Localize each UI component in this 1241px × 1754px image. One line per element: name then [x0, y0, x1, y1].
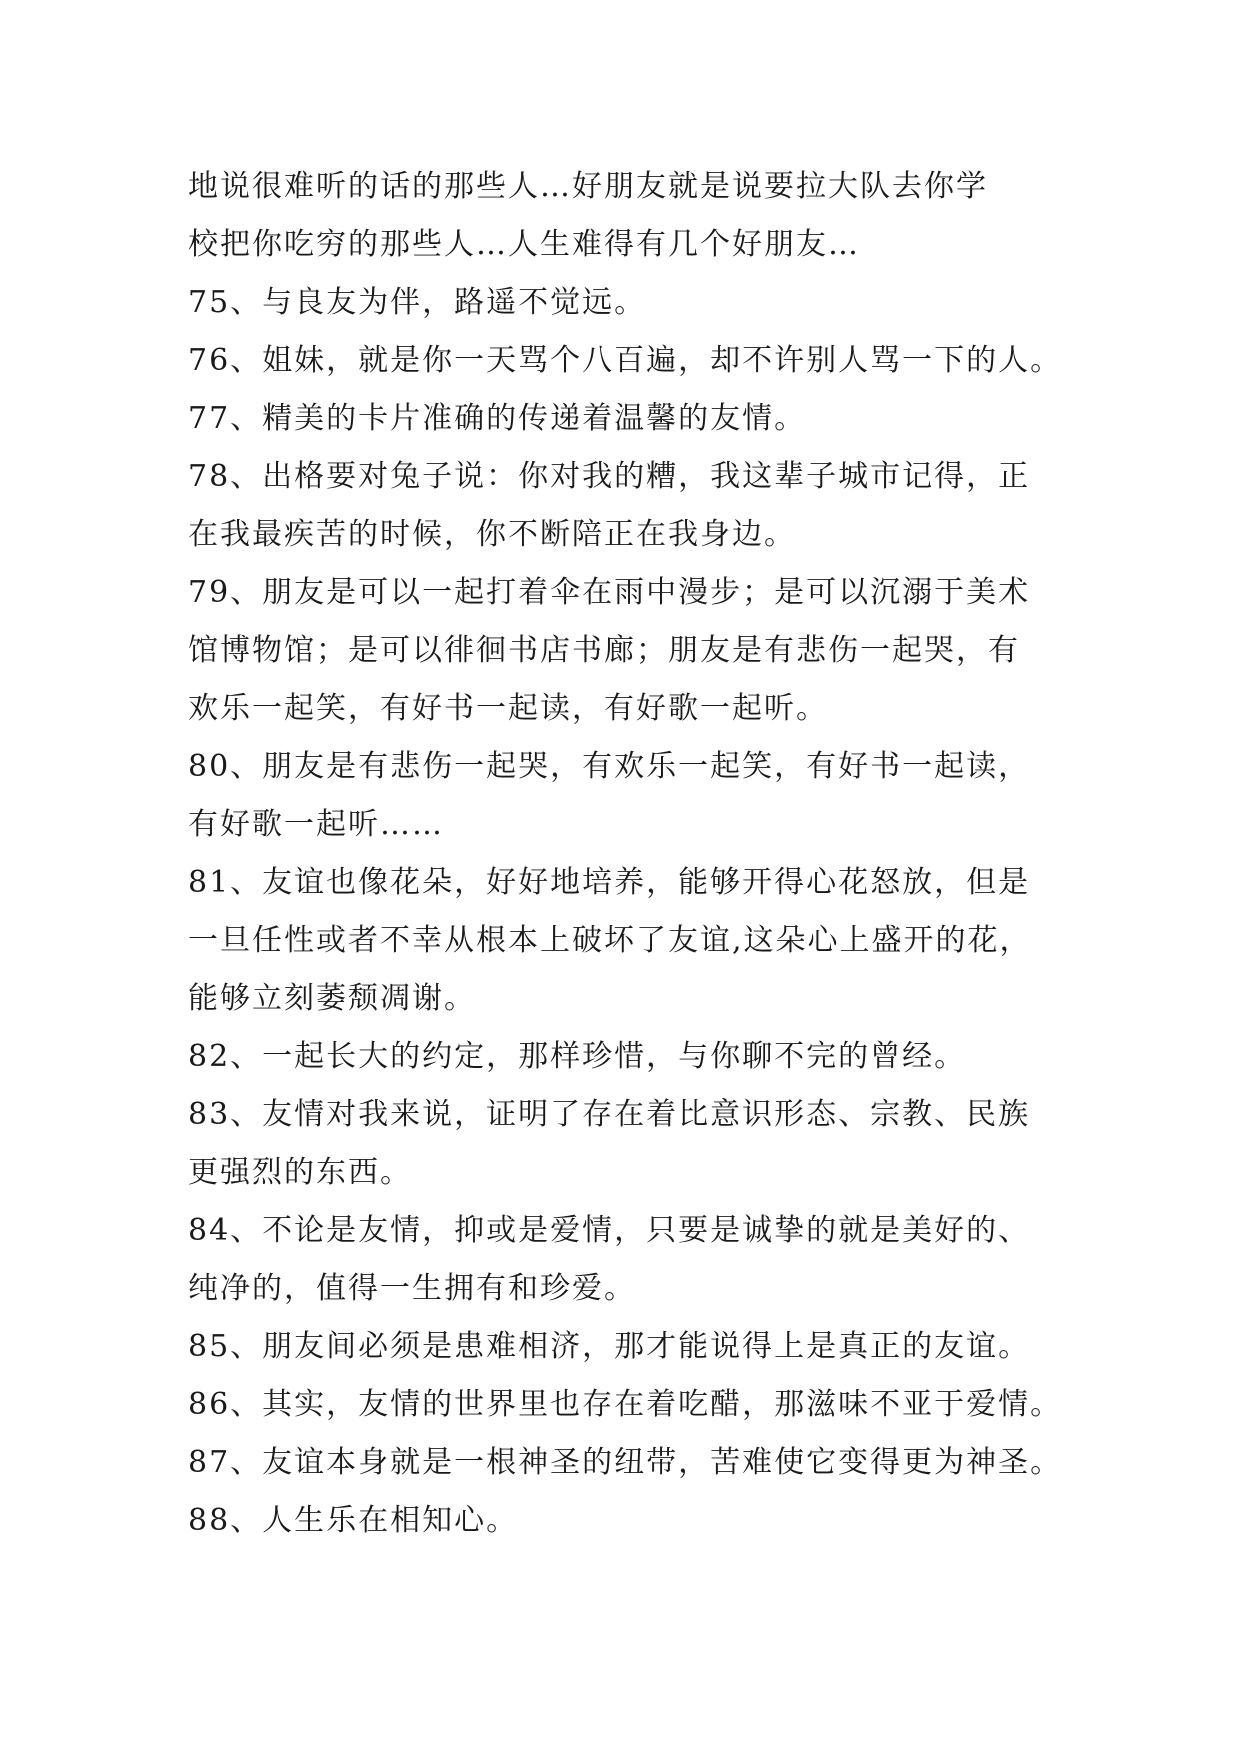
text-line: 80、朋友是有悲伤一起哭，有欢乐一起笑，有好书一起读， — [188, 749, 1031, 784]
text-line: 75、与良友为伴，路遥不觉远。 — [188, 285, 647, 320]
text-line: 76、姐妹，就是你一天骂个八百遍，却不许别人骂一下的人。 — [188, 343, 1063, 378]
text-line: 一旦任性或者不幸从根本上破坏了友谊,这朵心上盛开的花， — [188, 923, 1032, 958]
text-line: 在我最疾苦的时候，你不断陪正在我身边。 — [188, 517, 796, 552]
text-line: 78、出格要对兔子说：你对我的糟，我这辈子城市记得，正 — [188, 459, 1031, 494]
document-body — [188, 158, 1068, 1550]
text-line: 能够立刻萎颓凋谢。 — [188, 981, 476, 1016]
text-line: 77、精美的卡片准确的传递着温馨的友情。 — [188, 401, 807, 436]
text-line: 更强烈的东西。 — [188, 1155, 412, 1190]
text-line: 84、不论是友情，抑或是爱情，只要是诚挚的就是美好的、 — [188, 1213, 1031, 1248]
text-line: 地说很难听的话的那些人…好朋友就是说要拉大队去你学 — [188, 169, 988, 204]
text-line: 81、友谊也像花朵，好好地培养，能够开得心花怒放，但是 — [188, 865, 1031, 900]
text-line: 馆博物馆；是可以徘徊书店书廊；朋友是有悲伤一起哭，有 — [188, 633, 1020, 668]
text-line: 87、友谊本身就是一根神圣的纽带，苦难使它变得更为神圣。 — [188, 1445, 1063, 1480]
text-line: 82、一起长大的约定，那样珍惜，与你聊不完的曾经。 — [188, 1039, 967, 1074]
text-line: 欢乐一起笑，有好书一起读，有好歌一起听。 — [188, 691, 828, 726]
text-line: 85、朋友间必须是患难相济，那才能说得上是真正的友谊。 — [188, 1329, 1031, 1364]
text-line: 79、朋友是可以一起打着伞在雨中漫步；是可以沉溺于美术 — [188, 575, 1031, 610]
text-line: 校把你吃穷的那些人…人生难得有几个好朋友… — [188, 227, 860, 262]
text-line: 有好歌一起听…… — [188, 807, 444, 842]
text-line: 88、人生乐在相知心。 — [188, 1503, 519, 1538]
text-line: 83、友情对我来说，证明了存在着比意识形态、宗教、民族 — [188, 1097, 1031, 1132]
text-line: 纯净的，值得一生拥有和珍爱。 — [188, 1271, 636, 1306]
text-line: 86、其实，友情的世界里也存在着吃醋，那滋味不亚于爱情。 — [188, 1387, 1063, 1422]
